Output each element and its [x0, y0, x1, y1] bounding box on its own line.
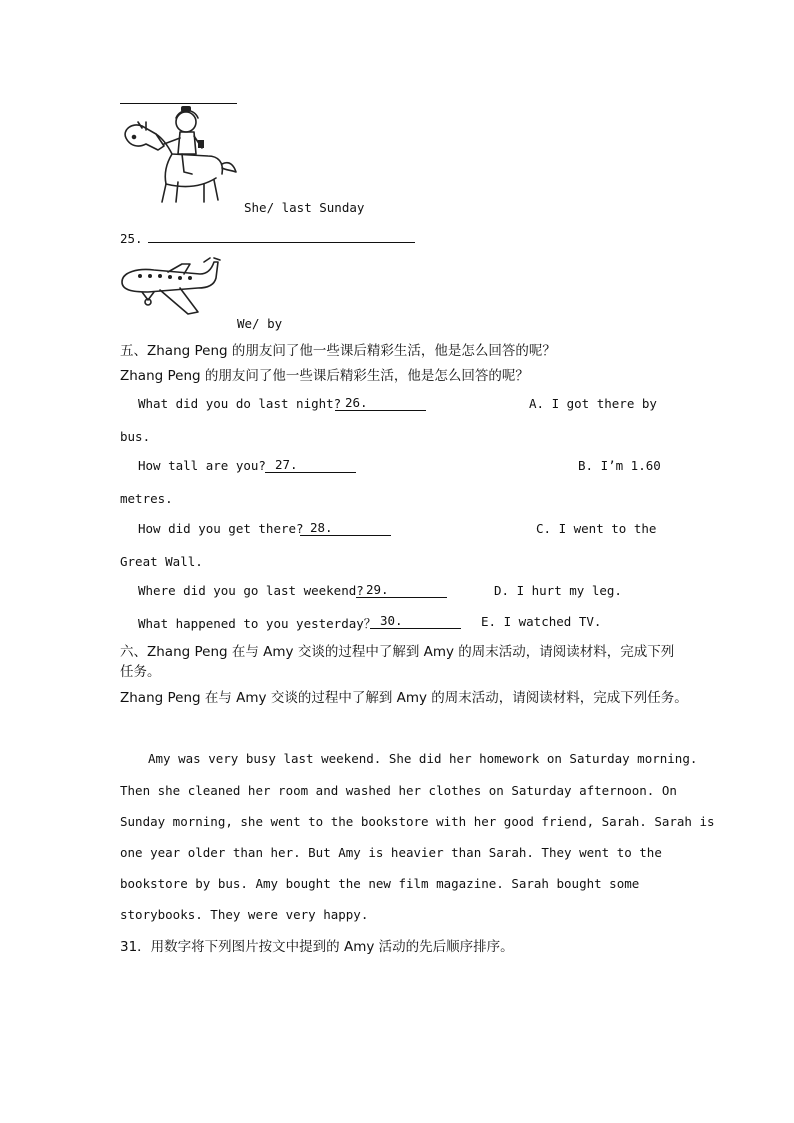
question-27: How tall are you? [138, 458, 266, 473]
option-e: E. I watched TV. [481, 614, 602, 629]
passage-line-2: Then she cleaned her room and washed her clothes on Saturday afternoon. On [120, 783, 677, 798]
section6-heading: 六、Zhang Peng 在与 Amy 交谈的过程中了解到 Amy 的周末活动，请阅读材料，完成下列 [120, 644, 675, 660]
option-c-cont: Great Wall. [120, 554, 203, 569]
blank-28[interactable]: 28. [300, 520, 391, 536]
section6-subheading: Zhang Peng 在与 Amy 交谈的过程中了解到 Amy 的周末活动，请阅读材料，完成下列任务。 [120, 690, 688, 706]
q25-number: 25. [120, 231, 143, 246]
section6-heading-line2: 任务。 [120, 664, 161, 680]
option-a-cont: bus. [120, 429, 151, 444]
question-31: 31．用数字将下列图片按文中提到的 Amy 活动的先后顺序排序。 [120, 939, 514, 955]
question-26: What did you do last night? [138, 396, 342, 411]
horse-rider-illustration [118, 104, 240, 208]
option-a: A. I got there by [529, 396, 657, 411]
section5-heading: 五、Zhang Peng 的朋友问了他一些课后精彩生活，他是怎么回答的呢？ [120, 343, 556, 359]
blank-26[interactable]: 26. [335, 395, 426, 411]
blank-27[interactable]: 27. [265, 457, 356, 473]
blank-29[interactable]: 29. [356, 582, 447, 598]
blank-30[interactable]: 30. [370, 613, 461, 629]
option-d: D. I hurt my leg. [494, 583, 622, 598]
option-b: B. I’m 1.60 [578, 458, 661, 473]
question-28: How did you get there? [138, 521, 304, 536]
option-b-cont: metres. [120, 491, 173, 506]
passage-line-5: bookstore by bus. Amy bought the new film magazine. Sarah bought some [120, 876, 640, 891]
passage-line-6: storybooks. They were very happy. [120, 907, 369, 922]
question-30: What happened to you yesterday？ [138, 616, 377, 631]
passage-line-3: Sunday morning, she went to the bookstore with her good friend, Sarah. Sarah is [120, 814, 715, 829]
answer-line-25[interactable] [148, 242, 415, 243]
passage-line-1: Amy was very busy last weekend. She did her homework on Saturday morning. [148, 751, 698, 766]
q24-prompt: She/ last Sunday [244, 200, 365, 215]
q25-prompt: We/ by [237, 316, 283, 331]
section5-subheading: Zhang Peng 的朋友问了他一些课后精彩生活，他是怎么回答的呢？ [120, 368, 529, 384]
passage-line-4: one year older than her. But Amy is heavier than Sarah. They went to the [120, 845, 662, 860]
airplane-illustration [118, 256, 226, 328]
option-c: C. I went to the [536, 521, 657, 536]
question-29: Where did you go last weekend? [138, 583, 364, 598]
